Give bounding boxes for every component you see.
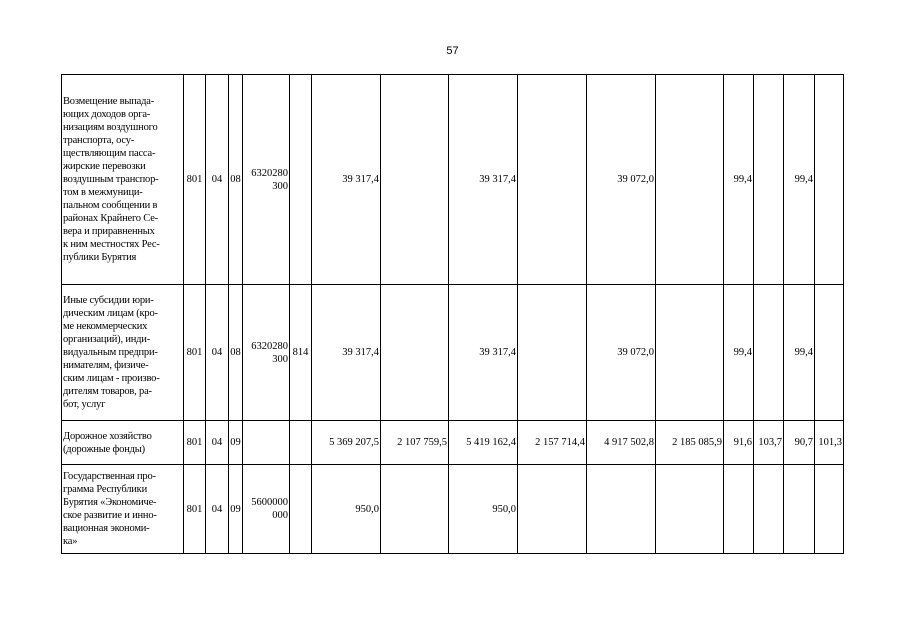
value-cell: 5 369 207,5 [312, 421, 381, 465]
value-cell [656, 285, 724, 421]
row-name: Иные субсидии юри- дическим лицам (кро- ме некоммерческих организаций), инди- видуальным предпри- нимателям, физиче- ским лицам - произво- дителям товаров, ра- бот, услуг [62, 285, 184, 421]
table-row [62, 421, 844, 465]
subsection-code: 08 [229, 285, 243, 421]
subsection-code: 09 [229, 465, 243, 554]
value-cell: 2 157 714,4 [518, 421, 587, 465]
percent-cell [784, 465, 815, 554]
percent-cell: 99,4 [784, 75, 815, 285]
section-code: 04 [206, 75, 229, 285]
percent-cell [815, 465, 844, 554]
percent-cell [754, 75, 784, 285]
table-row [62, 285, 844, 421]
subsection-code: 08 [229, 75, 243, 285]
value-cell [381, 75, 449, 285]
percent-cell: 99,4 [784, 285, 815, 421]
value-cell [518, 465, 587, 554]
page-number: 57 [446, 45, 459, 57]
subsection-code: 09 [229, 421, 243, 465]
target-article-code [243, 421, 290, 465]
row-name: Возмещение выпада- ющих доходов орга- низациям воздушного транспорта, осу- ществляющим пасса- жирские перевозки воздушным транспор- том в межмуници- пальном сообщении в районах Крайнего Се- вера и приравненных к ним местностях Рес- публики Бурятия [62, 75, 184, 285]
target-article-code: 5600000 000 [243, 465, 290, 554]
percent-cell: 103,7 [754, 421, 784, 465]
ministry-code: 801 [184, 285, 206, 421]
value-cell [518, 75, 587, 285]
percent-cell [754, 285, 784, 421]
row-name: Государственная про- грамма Республики Бурятия «Экономиче- ское развитие и инно- вационная экономи- ка» [62, 465, 184, 554]
section-code: 04 [206, 421, 229, 465]
percent-cell [815, 75, 844, 285]
percent-cell: 99,4 [724, 285, 754, 421]
expense-type-code [290, 421, 312, 465]
value-cell: 39 317,4 [312, 75, 381, 285]
percent-cell [724, 465, 754, 554]
value-cell: 2 107 759,5 [381, 421, 449, 465]
value-cell [656, 75, 724, 285]
ministry-code: 801 [184, 465, 206, 554]
percent-cell [754, 465, 784, 554]
table-row [62, 465, 844, 554]
percent-cell: 99,4 [724, 75, 754, 285]
value-cell: 39 072,0 [587, 75, 656, 285]
value-cell [656, 465, 724, 554]
expense-type-code [290, 465, 312, 554]
expense-type-code: 814 [290, 285, 312, 421]
value-cell: 39 317,4 [449, 75, 518, 285]
ministry-code: 801 [184, 421, 206, 465]
value-cell: 950,0 [449, 465, 518, 554]
value-cell: 5 419 162,4 [449, 421, 518, 465]
percent-cell: 101,3 [815, 421, 844, 465]
value-cell: 39 317,4 [449, 285, 518, 421]
percent-cell [815, 285, 844, 421]
value-cell: 2 185 085,9 [656, 421, 724, 465]
value-cell: 950,0 [312, 465, 381, 554]
value-cell [587, 465, 656, 554]
table-row [62, 75, 844, 285]
value-cell: 4 917 502,8 [587, 421, 656, 465]
target-article-code: 6320280 300 [243, 75, 290, 285]
value-cell [381, 465, 449, 554]
value-cell [381, 285, 449, 421]
value-cell: 39 317,4 [312, 285, 381, 421]
value-cell: 39 072,0 [587, 285, 656, 421]
target-article-code: 6320280 300 [243, 285, 290, 421]
row-name: Дорожное хозяйство (дорожные фонды) [62, 421, 184, 465]
percent-cell: 90,7 [784, 421, 815, 465]
ministry-code: 801 [184, 75, 206, 285]
percent-cell: 91,6 [724, 421, 754, 465]
value-cell [518, 285, 587, 421]
expense-type-code [290, 75, 312, 285]
budget-table [61, 74, 844, 554]
section-code: 04 [206, 465, 229, 554]
section-code: 04 [206, 285, 229, 421]
